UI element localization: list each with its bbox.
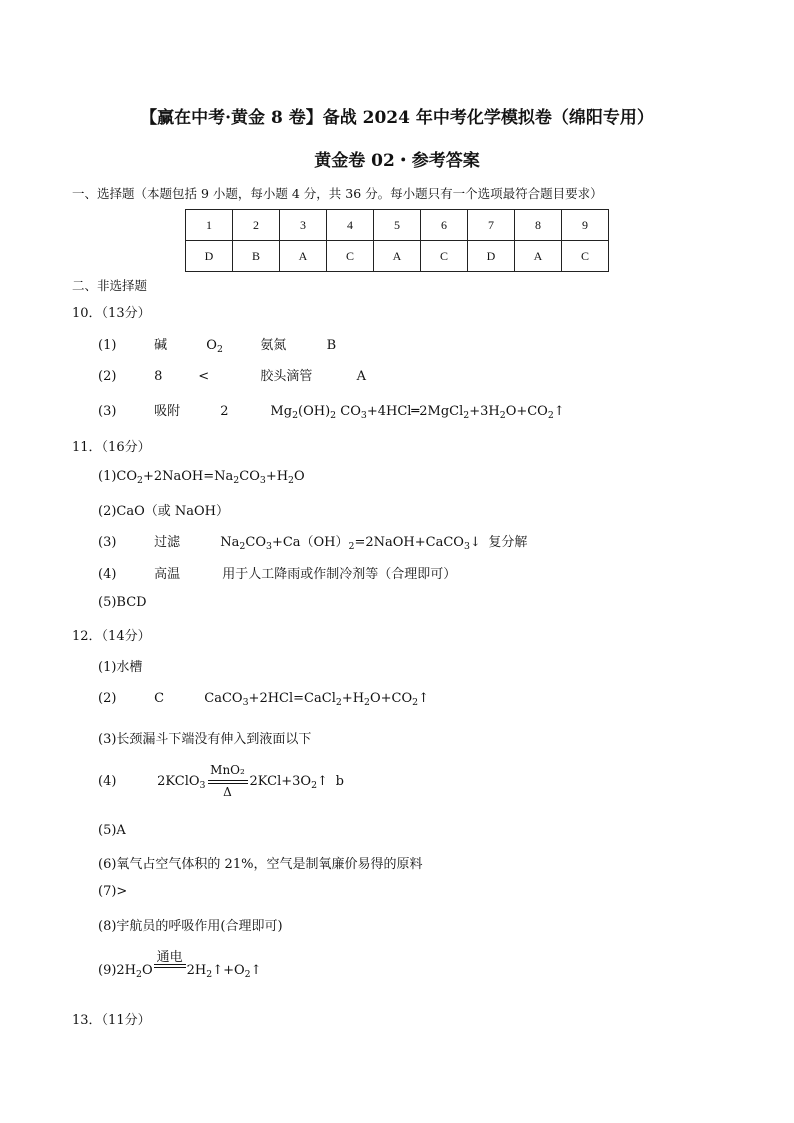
table-cell: C <box>421 241 468 272</box>
part-number: (4) <box>98 567 117 582</box>
answer-text: A <box>356 369 366 384</box>
answer-table-number-row <box>186 210 609 241</box>
chemical-equation: $Mg_2(OH)_2$ $CO_3+4HCl═2MgCl_2+3H_2O+CO_2↑$ <box>270 404 565 421</box>
table-cell: D <box>468 241 515 272</box>
q12-part8: (8)宇航员的呼吸作用(合理即可) <box>98 919 283 934</box>
table-cell: 1 <box>186 210 233 241</box>
table-cell: 4 <box>327 210 374 241</box>
reaction-condition: $\frac{\text{MnO₂}}{\Delta}$ <box>208 763 248 799</box>
q11-part4 <box>98 563 456 582</box>
answer-text: b <box>335 773 344 789</box>
chemical-equation: 2KClO$_3$ <box>157 773 206 791</box>
table-cell: 5 <box>374 210 421 241</box>
part-number: (2) <box>98 369 117 384</box>
table-cell: 9 <box>562 210 609 241</box>
reaction-condition: 通电 <box>154 960 186 974</box>
answer-table-answer-row <box>186 241 609 272</box>
chemical-equation-rhs: $2H_2↑+O_2↑$ <box>186 963 262 980</box>
q12-part4 <box>98 763 344 799</box>
chemical-equation: $(9)2H_2O$ <box>98 963 153 980</box>
q12-part5: (5)A <box>98 823 126 838</box>
table-cell: A <box>280 241 327 272</box>
table-cell: C <box>327 241 374 272</box>
answer-text: B <box>326 338 337 353</box>
section1-heading: 一、选择题（本题包括 9 小题，每小题 4 分，共 36 分。每小题只有一个选项最符合题目要求） <box>72 186 603 201</box>
answer-table <box>185 209 609 272</box>
q12-part9 <box>98 950 262 980</box>
q10-part1 <box>98 334 336 353</box>
table-cell: 7 <box>468 210 515 241</box>
part-number: (1) <box>98 338 117 353</box>
section2-heading: 二、非选择题 <box>72 278 148 293</box>
answer-formula: $O_2$ <box>206 338 223 355</box>
q11-part2: (2)CaO（或 NaOH） <box>98 504 230 519</box>
chemical-equation: $Na_2CO_3+Ca(OH)_2=2NaOH+CaCO_3↓$ <box>220 535 481 552</box>
answer-text: C <box>154 691 165 706</box>
q10-part2 <box>98 365 366 384</box>
chemical-equation: $CaCO_3+2HCl=CaCl_2+H_2O+CO_2↑$ <box>204 691 430 708</box>
q11-part5: (5)BCD <box>98 595 147 610</box>
q13-label: 13．（11分） <box>72 1013 151 1028</box>
table-cell: 8 <box>515 210 562 241</box>
table-cell: D <box>186 241 233 272</box>
part-number: (2) <box>98 691 117 706</box>
part-number: (3) <box>98 404 117 419</box>
answer-text: 碱 <box>154 338 168 353</box>
part-number: (3) <box>98 535 117 550</box>
chemical-equation-rhs: $2KCl+3O_2↑$ <box>249 773 328 791</box>
answer-text: 过滤 <box>154 535 181 550</box>
table-cell: C <box>562 241 609 272</box>
q12-part2 <box>98 691 429 706</box>
answer-text: 胶头滴管 <box>260 369 313 384</box>
q11-part1: $(1)CO_2+2NaOH=Na_2CO_3+H_2O$ <box>98 469 305 486</box>
answer-text: < <box>198 369 210 384</box>
q12-part1: (1)水槽 <box>98 660 143 675</box>
table-cell: A <box>374 241 421 272</box>
page-subtitle: 黄金卷 02・参考答案 <box>314 151 480 171</box>
q12-part3: (3)长颈漏斗下端没有伸入到液面以下 <box>98 732 312 747</box>
table-cell: B <box>233 241 280 272</box>
table-cell: A <box>515 241 562 272</box>
q10-label: 10．（13分） <box>72 306 151 321</box>
answer-text: 复分解 <box>488 535 528 550</box>
q11-part3 <box>98 531 527 550</box>
part-number: (4) <box>98 773 117 789</box>
answer-text: 2 <box>220 404 229 419</box>
answer-text: 用于人工降雨或作制冷剂等（合理即可） <box>222 567 457 582</box>
q12-label: 12．（14分） <box>72 629 151 644</box>
answer-text: 吸附 <box>154 404 181 419</box>
q10-part3 <box>98 400 565 419</box>
q12-part7: (7)> <box>98 884 128 899</box>
answer-text: 8 <box>154 369 163 384</box>
table-cell: 6 <box>421 210 468 241</box>
answer-text: 高温 <box>154 567 181 582</box>
page-title: 【赢在中考·黄金 8 卷】备战 2024 年中考化学模拟卷（绵阳专用） <box>140 108 654 128</box>
answer-text: 氨氮 <box>260 338 287 353</box>
q12-part6: (6)氧气占空气体积的 21%，空气是制氧廉价易得的原料 <box>98 857 423 872</box>
q11-label: 11．（16分） <box>72 440 151 455</box>
table-cell: 3 <box>280 210 327 241</box>
table-cell: 2 <box>233 210 280 241</box>
